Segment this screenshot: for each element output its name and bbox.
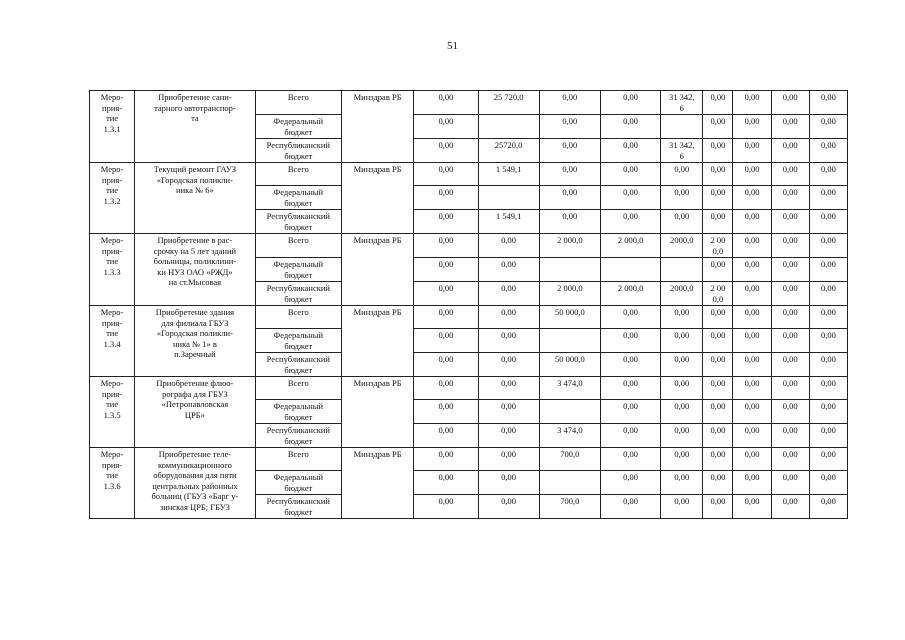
executor: Минздрав РБ xyxy=(341,306,413,377)
amount-cell: 0,00 xyxy=(414,306,478,329)
amount-cell: 0,00 xyxy=(661,448,703,471)
amount-cell: 0,00 xyxy=(809,448,847,471)
funding-source: Федеральный бюджет xyxy=(255,400,341,424)
amount-cell: 0,00 xyxy=(771,471,809,495)
funding-source: Республиканский бюджет xyxy=(255,353,341,377)
amount-cell: 0,00 xyxy=(661,353,703,377)
amount-cell: 31 342, 6 xyxy=(661,139,703,163)
amount-cell: 0,00 xyxy=(703,258,733,282)
funding-source: Федеральный бюджет xyxy=(255,186,341,210)
amount-cell xyxy=(661,258,703,282)
amount-cell: 0,00 xyxy=(733,400,771,424)
amount-cell: 0,00 xyxy=(478,329,539,353)
amount-cell xyxy=(600,258,660,282)
funding-source: Федеральный бюджет xyxy=(255,258,341,282)
amount-cell: 0,00 xyxy=(600,377,660,400)
amount-cell: 0,00 xyxy=(414,282,478,306)
amount-cell: 0,00 xyxy=(414,258,478,282)
amount-cell: 0,00 xyxy=(600,115,660,139)
amount-cell: 0,00 xyxy=(703,471,733,495)
amount-cell: 0,00 xyxy=(771,258,809,282)
funding-source: Федеральный бюджет xyxy=(255,115,341,139)
amount-cell: 0,00 xyxy=(661,495,703,519)
amount-cell: 0,00 xyxy=(661,377,703,400)
amount-cell: 0,00 xyxy=(733,234,771,258)
amount-cell: 0,00 xyxy=(703,377,733,400)
table-row xyxy=(90,377,848,400)
amount-cell: 0,00 xyxy=(809,306,847,329)
amount-cell: 0,00 xyxy=(809,329,847,353)
measure-number: Меро- прия- тие 1.3.6 xyxy=(90,448,135,519)
amount-cell: 25720,0 xyxy=(478,139,539,163)
amount-cell: 2000,0 xyxy=(661,282,703,306)
amount-cell: 0,00 xyxy=(809,495,847,519)
amount-cell: 0,00 xyxy=(600,329,660,353)
amount-cell: 0,00 xyxy=(733,210,771,234)
amount-cell xyxy=(478,186,539,210)
amount-cell: 50 000,0 xyxy=(539,306,600,329)
amount-cell: 0,00 xyxy=(661,186,703,210)
amount-cell: 0,00 xyxy=(809,139,847,163)
amount-cell: 0,00 xyxy=(771,186,809,210)
amount-cell: 0,00 xyxy=(809,377,847,400)
amount-cell: 2000,0 xyxy=(661,234,703,258)
amount-cell: 0,00 xyxy=(414,471,478,495)
measure-name: Приобретение флюо- рографа для ГБУЗ «Петропавловская ЦРБ» xyxy=(135,377,255,448)
amount-cell: 0,00 xyxy=(600,353,660,377)
table-row xyxy=(90,91,848,115)
amount-cell: 0,00 xyxy=(771,329,809,353)
amount-cell: 0,00 xyxy=(661,163,703,186)
amount-cell: 0,00 xyxy=(771,495,809,519)
amount-cell: 0,00 xyxy=(661,471,703,495)
amount-cell: 0,00 xyxy=(478,282,539,306)
amount-cell: 0,00 xyxy=(809,115,847,139)
amount-cell: 0,00 xyxy=(733,139,771,163)
amount-cell: 0,00 xyxy=(414,139,478,163)
amount-cell: 0,00 xyxy=(414,115,478,139)
amount-cell: 2 000,0 xyxy=(600,282,660,306)
amount-cell: 0,00 xyxy=(809,282,847,306)
measure-name: Текущий ремонт ГАУЗ «Городская поликли- ника № 6» xyxy=(135,163,255,234)
amount-cell: 0,00 xyxy=(600,186,660,210)
measure-number: Меро- прия- тие 1.3.3 xyxy=(90,234,135,306)
amount-cell: 0,00 xyxy=(478,306,539,329)
amount-cell: 0,00 xyxy=(414,91,478,115)
amount-cell: 50 000,0 xyxy=(539,353,600,377)
amount-cell: 0,00 xyxy=(771,448,809,471)
amount-cell: 0,00 xyxy=(703,329,733,353)
amount-cell: 0,00 xyxy=(661,400,703,424)
funding-source: Федеральный бюджет xyxy=(255,329,341,353)
table-row xyxy=(90,163,848,186)
measure-number: Меро- прия- тие 1.3.2 xyxy=(90,163,135,234)
funding-source: Республиканский бюджет xyxy=(255,210,341,234)
amount-cell: 0,00 xyxy=(733,353,771,377)
amount-cell: 0,00 xyxy=(703,353,733,377)
amount-cell xyxy=(661,115,703,139)
amount-cell: 0,00 xyxy=(414,377,478,400)
measure-name: Приобретение теле- коммуникационного оборудования для пяти центральных районных больниц (ГБУЗ «Барг у- зинская ЦРБ; ГБУЗ xyxy=(135,448,255,519)
table-row xyxy=(90,306,848,329)
funding-source: Всего xyxy=(255,448,341,471)
amount-cell: 0,00 xyxy=(600,163,660,186)
amount-cell: 0,00 xyxy=(809,424,847,448)
amount-cell: 0,00 xyxy=(733,186,771,210)
amount-cell: 0,00 xyxy=(703,186,733,210)
table-row xyxy=(90,234,848,258)
amount-cell: 0,00 xyxy=(478,495,539,519)
amount-cell: 0,00 xyxy=(809,400,847,424)
amount-cell: 0,00 xyxy=(703,115,733,139)
amount-cell: 0,00 xyxy=(771,400,809,424)
executor: Минздрав РБ xyxy=(341,377,413,448)
amount-cell xyxy=(539,258,600,282)
executor: Минздрав РБ xyxy=(341,234,413,306)
amount-cell: 0,00 xyxy=(539,163,600,186)
amount-cell: 0,00 xyxy=(733,448,771,471)
amount-cell: 0,00 xyxy=(600,210,660,234)
amount-cell xyxy=(539,329,600,353)
amount-cell: 0,00 xyxy=(478,448,539,471)
page-number: 51 xyxy=(447,40,458,52)
amount-cell: 1 549,1 xyxy=(478,210,539,234)
amount-cell: 31 342, 6 xyxy=(661,91,703,115)
amount-cell: 0,00 xyxy=(771,163,809,186)
measure-name: Приобретение здания для филиала ГБУЗ «Городская поликли- ника № 1» в п.Заречный xyxy=(135,306,255,377)
amount-cell: 0,00 xyxy=(539,186,600,210)
amount-cell: 25 720,0 xyxy=(478,91,539,115)
amount-cell: 0,00 xyxy=(703,306,733,329)
measure-number: Меро- прия- тие 1.3.1 xyxy=(90,91,135,163)
amount-cell: 0,00 xyxy=(771,282,809,306)
amount-cell: 0,00 xyxy=(771,115,809,139)
amount-cell: 0,00 xyxy=(733,424,771,448)
amount-cell: 0,00 xyxy=(771,139,809,163)
amount-cell: 0,00 xyxy=(703,400,733,424)
amount-cell: 0,00 xyxy=(771,234,809,258)
amount-cell: 0,00 xyxy=(478,424,539,448)
amount-cell: 0,00 xyxy=(809,258,847,282)
amount-cell: 0,00 xyxy=(661,329,703,353)
amount-cell: 700,0 xyxy=(539,448,600,471)
amount-cell: 0,00 xyxy=(733,471,771,495)
amount-cell: 0,00 xyxy=(809,353,847,377)
amount-cell: 3 474,0 xyxy=(539,377,600,400)
amount-cell: 0,00 xyxy=(733,495,771,519)
amount-cell: 0,00 xyxy=(600,400,660,424)
amount-cell xyxy=(539,400,600,424)
amount-cell: 0,00 xyxy=(809,186,847,210)
amount-cell: 0,00 xyxy=(414,163,478,186)
amount-cell: 0,00 xyxy=(478,377,539,400)
funding-source: Федеральный бюджет xyxy=(255,471,341,495)
table-body xyxy=(90,91,848,519)
amount-cell: 0,00 xyxy=(703,210,733,234)
table-row xyxy=(90,448,848,471)
amount-cell: 0,00 xyxy=(478,353,539,377)
amount-cell: 0,00 xyxy=(539,139,600,163)
amount-cell: 0,00 xyxy=(733,377,771,400)
amount-cell: 0,00 xyxy=(478,471,539,495)
amount-cell: 3 474,0 xyxy=(539,424,600,448)
amount-cell: 0,00 xyxy=(771,377,809,400)
measure-number: Меро- прия- тие 1.3.4 xyxy=(90,306,135,377)
amount-cell: 0,00 xyxy=(703,424,733,448)
amount-cell: 0,00 xyxy=(600,448,660,471)
amount-cell: 0,00 xyxy=(733,163,771,186)
amount-cell: 0,00 xyxy=(600,495,660,519)
amount-cell: 0,00 xyxy=(478,234,539,258)
amount-cell: 2 00 0,0 xyxy=(703,234,733,258)
amount-cell: 0,00 xyxy=(600,424,660,448)
funding-source: Республиканский бюджет xyxy=(255,282,341,306)
executor: Минздрав РБ xyxy=(341,91,413,163)
amount-cell: 0,00 xyxy=(809,91,847,115)
amount-cell: 700,0 xyxy=(539,495,600,519)
executor: Минздрав РБ xyxy=(341,448,413,519)
executor: Минздрав РБ xyxy=(341,163,413,234)
amount-cell: 0,00 xyxy=(539,91,600,115)
amount-cell: 0,00 xyxy=(414,448,478,471)
amount-cell xyxy=(539,471,600,495)
amount-cell: 0,00 xyxy=(733,91,771,115)
amount-cell: 0,00 xyxy=(733,258,771,282)
amount-cell: 0,00 xyxy=(661,306,703,329)
funding-source: Всего xyxy=(255,91,341,115)
funding-source: Республиканский бюджет xyxy=(255,139,341,163)
amount-cell: 0,00 xyxy=(414,186,478,210)
amount-cell: 0,00 xyxy=(771,210,809,234)
amount-cell: 0,00 xyxy=(771,424,809,448)
amount-cell: 0,00 xyxy=(478,400,539,424)
amount-cell: 2 000,0 xyxy=(600,234,660,258)
amount-cell: 0,00 xyxy=(703,448,733,471)
amount-cell: 0,00 xyxy=(414,210,478,234)
amount-cell: 0,00 xyxy=(771,353,809,377)
amount-cell: 0,00 xyxy=(661,424,703,448)
amount-cell: 0,00 xyxy=(414,234,478,258)
budget-table xyxy=(89,90,848,519)
funding-source: Всего xyxy=(255,377,341,400)
amount-cell: 0,00 xyxy=(661,210,703,234)
amount-cell: 0,00 xyxy=(771,306,809,329)
funding-source: Республиканский бюджет xyxy=(255,495,341,519)
amount-cell: 0,00 xyxy=(600,139,660,163)
amount-cell: 0,00 xyxy=(771,91,809,115)
amount-cell: 0,00 xyxy=(539,115,600,139)
amount-cell: 0,00 xyxy=(414,353,478,377)
amount-cell: 0,00 xyxy=(539,210,600,234)
amount-cell xyxy=(478,115,539,139)
amount-cell: 0,00 xyxy=(809,163,847,186)
amount-cell: 0,00 xyxy=(703,163,733,186)
amount-cell: 0,00 xyxy=(809,471,847,495)
amount-cell: 2 000,0 xyxy=(539,234,600,258)
amount-cell: 2 00 0,0 xyxy=(703,282,733,306)
measure-name: Приобретение сани- тарного автотранспор- та xyxy=(135,91,255,163)
amount-cell: 0,00 xyxy=(600,471,660,495)
amount-cell: 0,00 xyxy=(414,329,478,353)
measure-number: Меро- прия- тие 1.3.5 xyxy=(90,377,135,448)
amount-cell: 0,00 xyxy=(600,306,660,329)
amount-cell: 0,00 xyxy=(414,495,478,519)
amount-cell: 0,00 xyxy=(703,91,733,115)
amount-cell: 0,00 xyxy=(733,329,771,353)
amount-cell: 0,00 xyxy=(703,495,733,519)
funding-source: Всего xyxy=(255,306,341,329)
amount-cell: 2 000,0 xyxy=(539,282,600,306)
amount-cell: 1 549,1 xyxy=(478,163,539,186)
funding-source: Всего xyxy=(255,234,341,258)
measure-name: Приобретение в рас- срочку на 5 лет зданий больницы, поликлини- ки НУЗ ОАО «РЖД» на ст.Мысовая xyxy=(135,234,255,306)
amount-cell: 0,00 xyxy=(733,306,771,329)
amount-cell: 0,00 xyxy=(414,400,478,424)
funding-source: Республиканский бюджет xyxy=(255,424,341,448)
amount-cell: 0,00 xyxy=(478,258,539,282)
amount-cell: 0,00 xyxy=(600,91,660,115)
amount-cell: 0,00 xyxy=(733,115,771,139)
amount-cell: 0,00 xyxy=(733,282,771,306)
amount-cell: 0,00 xyxy=(809,234,847,258)
amount-cell: 0,00 xyxy=(414,424,478,448)
amount-cell: 0,00 xyxy=(703,139,733,163)
amount-cell: 0,00 xyxy=(809,210,847,234)
funding-source: Всего xyxy=(255,163,341,186)
